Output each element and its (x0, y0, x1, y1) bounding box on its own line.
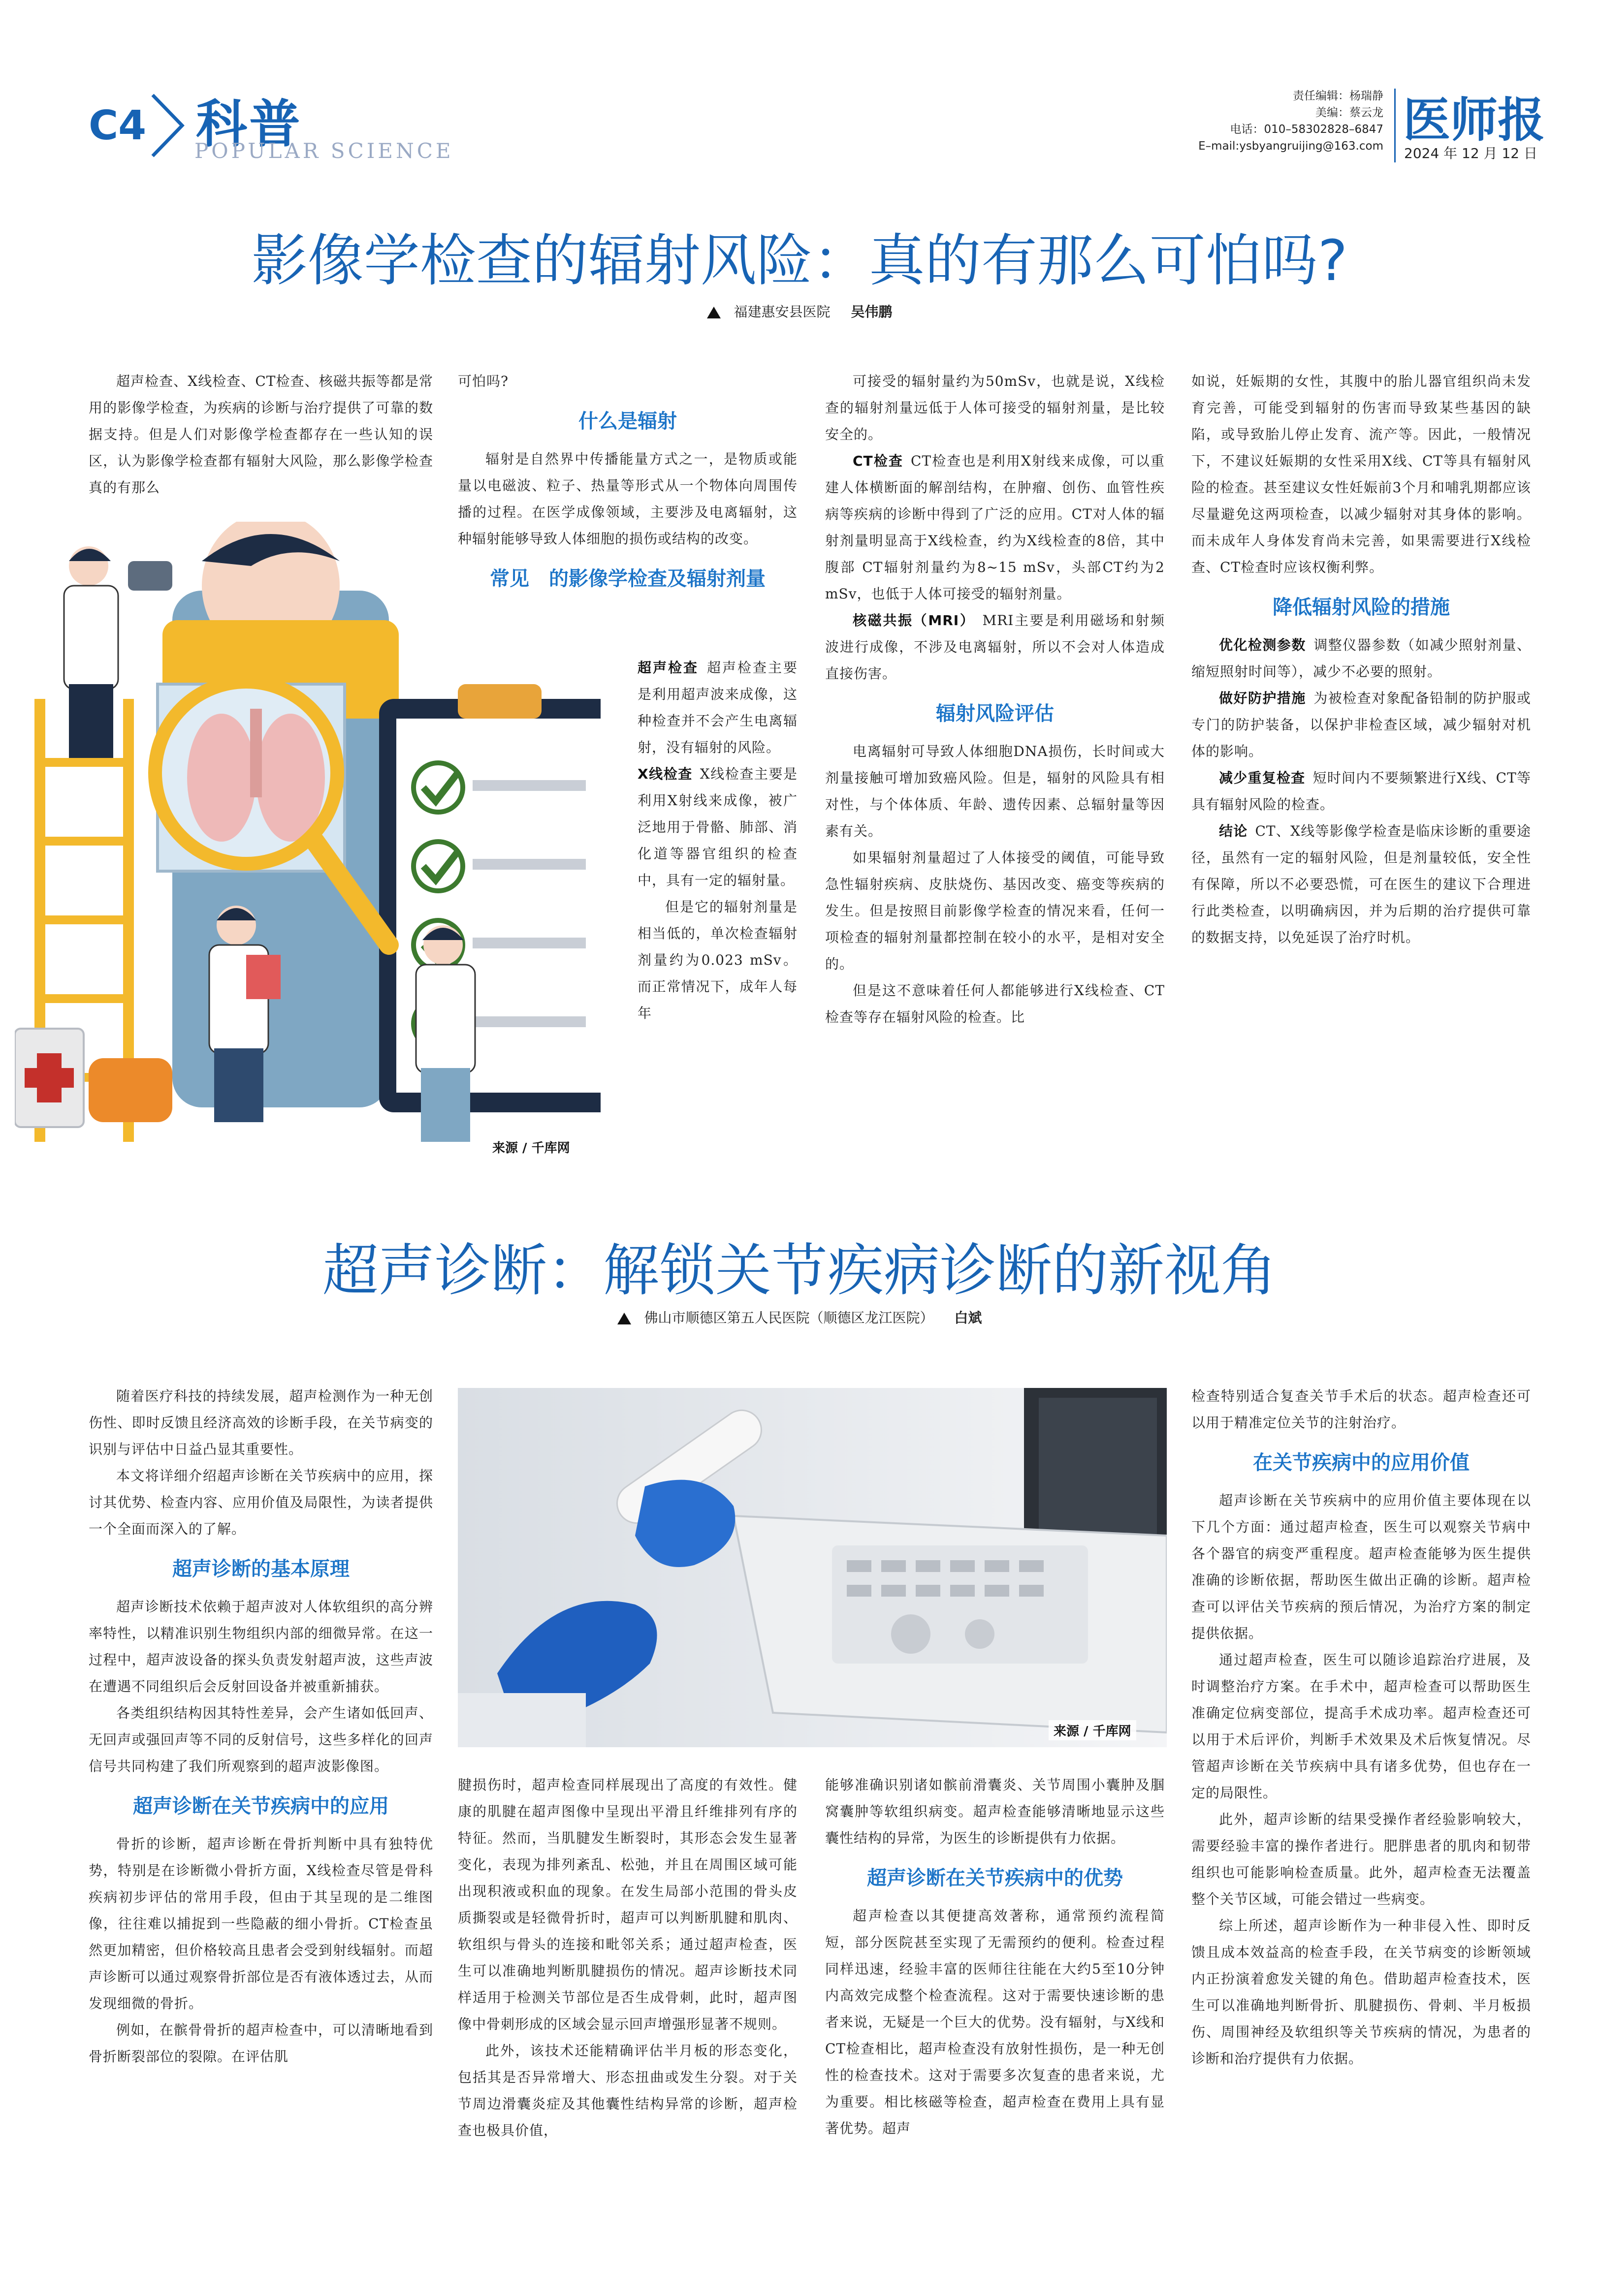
paragraph: 各类组织结构因其特性差异，会产生诸如低回声、无回声或强回声等不同的反射信号，这些多样化的回声信号共同构建了我们所观察到的超声波影像图。 (89, 1705, 433, 1774)
paragraph-text: 超声检查主要是利用超声波来成像，这种检查并不会产生电离辐射，没有辐射的风险。 (638, 660, 798, 755)
paragraph: 可接受的辐射量约为50mSv，也就是说，X线检查的辐射剂量远低于人体可接受的辐射剂量，是比较安全的。 (825, 373, 1165, 442)
paragraph (825, 607, 1165, 687)
article1-col2-top (458, 368, 798, 603)
designer-line: 美编：蔡云龙 (1315, 106, 1383, 119)
byline-org: 佛山市顺德区第五人民医院（顺德区龙江医院） (644, 1310, 934, 1326)
paragraph (1191, 818, 1531, 951)
paragraph (638, 761, 798, 894)
paragraph: 辐射是自然界中传播能量方式之一，是物质或能量以电磁波、粒子、热量等形式从一个物体向周围传播的过程。在医学成像领域，主要涉及电离辐射，这种辐射能够导致人体细胞的损伤或结构的改变。 (458, 451, 798, 547)
phone-line: 电话：010–58302828–6847 (1230, 123, 1383, 136)
article2-col2 (458, 1772, 798, 2144)
paragraph (1191, 765, 1531, 818)
triangle-icon (617, 1313, 631, 1324)
lead-term: 做好防护措施 (1219, 690, 1306, 706)
header-divider (1394, 89, 1396, 162)
paragraph: 但是它的辐射剂量是相当低的，单次检查辐射剂量约为0.023 mSv。而正常情况下，成年人每年 (638, 899, 798, 1021)
paragraph (1191, 685, 1531, 765)
lead-term: X线检查 (638, 766, 693, 782)
article1-col3 (825, 368, 1165, 1031)
paragraph: 超声诊断在关节疾病中的应用价值主要体现在以下几个方面：通过超声检查，医生可以观察关节病中各个器官的病变严重程度。超声检查能够为医生提供准确的诊断依据，帮助医生做出正确的诊断。超声检查可以评估关节疾病的预后情况，为治疗方案的制定提供依据。 (1191, 1492, 1531, 1641)
article2-col4 (1191, 1383, 1531, 2072)
byline-org: 福建惠安县医院 (734, 304, 831, 320)
lead-term: 减少重复检查 (1219, 770, 1306, 786)
paper-name: 医师报 (1403, 93, 1545, 148)
paragraph: 腱损伤时，超声检查同样展现出了高度的有效性。健康的肌腱在超声图像中呈现出平滑且纤维排列有序的特征。然而，当肌腱发生断裂时，其形态会发生显著变化，表现为排列紊乱、松弛，并且在周围区域可能出现积液或积血的现象。在发生局部小范围的骨头皮质撕裂或是轻微骨折时，超声可以判断肌腱和肌肉、软组织与骨头的连接和毗邻关系；通过超声检查，医生可以准确地判断肌腱损伤的情况。超声诊断技术同样适用于检测关节部位是否生成骨刺，此时，超声图像中骨刺形成的区域会显示回声增强形显著不规则。 (458, 1777, 798, 2032)
paragraph: 骨折的诊断，超声诊断在骨折判断中具有独特优势，特别是在诊断微小骨折方面，X线检查尽管是骨科疾病初步评估的常用手段，但由于其呈现的是二维图像，往往难以捕捉到一些隐蔽的细小骨折。CT检查虽然更加精密，但价格较高且患者会受到射线辐射。而超声诊断可以通过观察骨折部位是否有液体透过去，从而发现细微的骨折。 (89, 1836, 433, 2012)
byline-author: 白斌 (954, 1310, 982, 1326)
paragraph-text: CT检查也是利用X射线来成像，可以重建人体横断面的解剖结构，在肿瘤、创伤、血管性疾病等疾病的诊断中得到了广泛的应用。CT对人体的辐射剂量明显高于X线检查，约为X线检查的8倍，其中腹部 CT辐射剂量约为8~15 mSv，头部CT约为2 mSv，也低于人体可接受的辐射剂量。 (825, 453, 1165, 602)
triangle-icon (707, 307, 721, 318)
editor-line: 责任编辑：杨瑞静 (1293, 90, 1383, 102)
paragraph: 如果辐射剂量超过了人体接受的阈值，可能导致急性辐射疾病、皮肤烧伤、基因改变、癌变等疾病的发生。但是按照目前影像学检查的情况来看，任何一项检查的辐射剂量都控制在较小的水平，是相对安全的。 (825, 849, 1165, 972)
paragraph (825, 448, 1165, 607)
subheading: 常见 的影像学检查及辐射剂量 (490, 567, 766, 590)
image-credit: 来源 / 千库网 (1049, 1720, 1136, 1740)
byline-author: 吴伟鹏 (851, 304, 893, 320)
paragraph: 超声诊断技术依赖于超声波对人体软组织的高分辨率特性，以精准识别生物组织内部的细微异常。在这一过程中，超声波设备的探头负责发射超声波，这些声波在遭遇不同组织后会反射回设备并被重新捕获。 (89, 1599, 433, 1695)
email-line: E–mail:ysbyangruijing@163.com (1198, 140, 1383, 153)
lead-term: 超声检查 (638, 660, 699, 676)
paragraph-text: 短时间内不要频繁进行X线、CT等具有辐射风险的检查。 (1191, 770, 1531, 813)
ultrasound-photo (458, 1388, 1167, 1747)
article1-byline (0, 301, 1599, 321)
section-title-cn: 科普 (196, 94, 303, 154)
paragraph-text: 为被检查对象配备铅制的防护服或专门的防护装备，以保护非检查区域，减少辐射对机体的影响。 (1191, 690, 1531, 759)
page-code: C4 (89, 102, 147, 149)
section-title-en: POPULAR SCIENCE (194, 139, 454, 163)
paragraph: 但是这不意味着任何人都能够进行X线检查、CT检查等存在辐射风险的检查。比 (825, 982, 1165, 1025)
paragraph: 能够准确识别诸如髌前滑囊炎、关节周围小囊肿及腘窝囊肿等软组织病变。超声检查能够清晰地显示这些囊性结构的异常，为医生的诊断提供有力依据。 (825, 1777, 1165, 1846)
paragraph: 随着医疗科技的持续发展，超声检测作为一种无创伤性、即时反馈且经济高效的诊断手段，在关节病变的识别与评估中日益凸显其重要性。 (89, 1388, 433, 1457)
paragraph-text: 调整仪器参数（如减少照射剂量、缩短照射时间等），减少不必要的照射。 (1191, 637, 1531, 680)
lead-term: 优化检测参数 (1219, 637, 1306, 653)
subheading: 降低辐射风险的措施 (1273, 596, 1450, 619)
paragraph: 电离辐射可导致人体细胞DNA损伤，长时间或大剂量接触可增加致癌风险。但是，辐射的风险具有相对性，与个体体质、年龄、遗传因素、总辐射量等因素有关。 (825, 743, 1165, 839)
paragraph: 超声检查、X线检查、CT检查、核磁共振等都是常用的影像学检查，为疾病的诊断与治疗提供了可靠的数据支持。但是人们对影像学检查都存在一些认知的误区，认为影像学检查都有辐射大风险，那么影像学检查真的有那么 (89, 373, 433, 496)
paragraph: 超声检查以其便捷高效著称，通常预约流程简短，部分医院甚至实现了无需预约的便利。检查过程同样迅速，经验丰富的医师往往能在大约5至10分钟内高效完成整个检查流程。这对于需要快速诊断的患者来说，无疑是一个巨大的优势。没有辐射，与X线和CT检查相比，超声检查没有放射性损伤，是一种无创性的检查技术。这对于需要多次复查的患者来说，尤为重要。相比核磁等检查，超声检查在费用上具有显著优势。超声 (825, 1908, 1165, 2137)
article1-col1 (89, 368, 433, 501)
article1-title: 影像学检查的辐射风险：真的有那么可怕吗? (251, 228, 1348, 293)
paragraph: 此外，超声诊断的结果受操作者经验影响较大，需要经验丰富的操作者进行。肥胖患者的肌肉和韧带组织也可能影响检查质量。此外，超声检查无法覆盖整个关节区域，可能会错过一些病变。 (1191, 1811, 1531, 1907)
subheading: 辐射风险评估 (936, 702, 1054, 725)
editor-info (1147, 88, 1383, 155)
paragraph-text: MRI主要是利用磁场和射频波进行成像，不涉及电离辐射，所以不会对人体造成直接伤害。 (825, 612, 1165, 682)
radiology-illustration (15, 522, 601, 1176)
paragraph: 综上所述，超声诊断作为一种非侵入性、即时反馈且成本效益高的检查手段，在关节病变的诊断领域内正扮演着愈发关键的角色。借助超声检查技术，医生可以准确地判断骨折、肌腱损伤、骨刺、半月板损伤、周围神经及软组织等关节疾病的情况，为患者的诊断和治疗提供有力依据。 (1191, 1918, 1531, 2067)
lead-term: 核磁共振（MRI） (853, 612, 975, 629)
subheading: 超声诊断在关节疾病中的应用 (133, 1795, 389, 1818)
subheading: 什么是辐射 (578, 410, 677, 433)
paragraph-text: CT、X线等影像学检查是临床诊断的重要途径，虽然有一定的辐射风险，但是剂量较低，安全性有保障，所以不必要恐慌，可在医生的建议下合理进行此类检查，以明确病因，并为后期的治疗提供可靠的数据支持，以免延误了治疗时机。 (1191, 823, 1531, 945)
article2-col3 (825, 1772, 1165, 2142)
paragraph: 可怕吗? (458, 373, 509, 389)
paragraph: 如说，妊娠期的女性，其腹中的胎儿器官组织尚未发育完善，可能受到辐射的伤害而导致某些基因的缺陷，或导致胎儿停止发育、流产等。因此，一般情况下，不建议妊娠期的女性采用X线、CT等具有辐射风险的检查。甚至建议女性妊娠前3个月和哺乳期都应该尽量避免这两项检查，以减少辐射对其身体的影响。而未成年人身体发育尚未完善，如果需要进行X线检查、CT检查时应该权衡利弊。 (1191, 373, 1531, 575)
image-credit: 来源 / 千库网 (487, 1137, 575, 1157)
article2-byline (0, 1307, 1599, 1327)
paragraph: 通过超声检查，医生可以随诊追踪治疗进展，及时调整治疗方案。在手术中，超声检查可以帮助医生准确定位病变部位，提高手术成功率。超声检查还可以用于术后评价，判断手术效果及术后恢复情况。尽管超声诊断在关节疾病中具有诸多优势，但也存在一定的局限性。 (1191, 1652, 1531, 1801)
paragraph (1191, 632, 1531, 685)
paragraph (638, 655, 798, 761)
issue-date: 2024 年 12 月 12 日 (1404, 145, 1538, 161)
chevron-right-icon (148, 91, 192, 160)
article2-col1 (89, 1383, 433, 2070)
paragraph: 检查特别适合复查关节手术后的状态。超声检查还可以用于精准定位关节的注射治疗。 (1191, 1388, 1531, 1431)
paragraph: 本文将详细介绍超声诊断在关节疾病中的应用，探讨其优势、检查内容、应用价值及局限性，为读者提供一个全面而深入的了解。 (89, 1468, 433, 1537)
article1-col2-narrow (638, 655, 798, 1027)
article2-title: 超声诊断：解锁关节疾病诊断的新视角 (322, 1238, 1277, 1303)
subheading: 超声诊断在关节疾病中的优势 (867, 1867, 1123, 1889)
paragraph: 例如，在髌骨骨折的超声检查中，可以清晰地看到骨折断裂部位的裂隙。在评估肌 (89, 2022, 433, 2065)
subheading: 在关节疾病中的应用价值 (1253, 1451, 1470, 1474)
lead-term: 结论 (1219, 823, 1248, 839)
lead-term: CT检查 (853, 453, 904, 469)
subheading: 超声诊断的基本原理 (172, 1558, 350, 1580)
article1-col4 (1191, 368, 1531, 951)
paragraph-text: X线检查主要是利用X射线来成像，被广泛地用于骨骼、肺部、消化道等器官组织的检查中，具有一定的辐射量。 (638, 766, 798, 888)
paragraph: 此外，该技术还能精确评估半月板的形态变化，包括其是否异常增大、形态扭曲或发生分裂。对于关节周边滑囊炎症及其他囊性结构异常的诊断，超声检查也极具价值， (458, 2043, 798, 2139)
